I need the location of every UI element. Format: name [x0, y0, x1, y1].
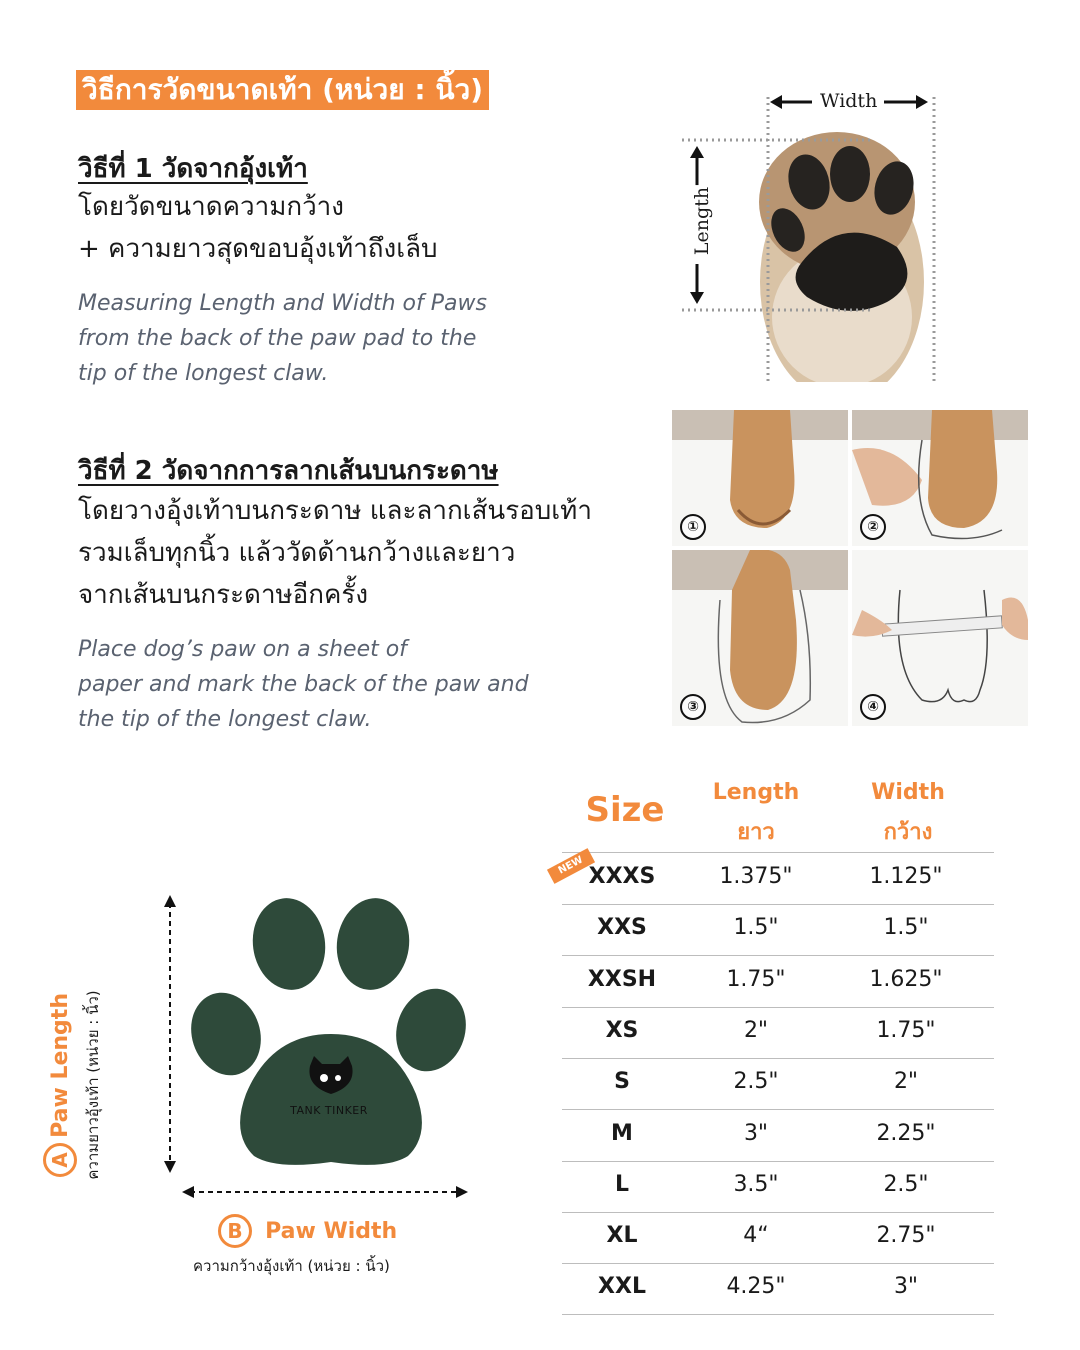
step-photo-3 [672, 550, 848, 726]
method1-english-line-1: Measuring Length and Width of Paws [78, 291, 487, 316]
width-letter-badge: B [218, 1214, 252, 1248]
length-cell: 3.5" [733, 1171, 779, 1197]
table-row [562, 1161, 994, 1213]
method1-english-text [78, 286, 487, 391]
step-photo-1 [672, 410, 848, 546]
width-cell: 1.75" [876, 1017, 936, 1043]
new-badge: NEW [547, 848, 595, 884]
method2-english-text [78, 632, 529, 737]
table-row [562, 1007, 994, 1059]
length-dimension-arrow [160, 893, 180, 1175]
size-cell: XL [606, 1223, 638, 1249]
length-cell: 3" [743, 1120, 769, 1146]
length-cell: 4“ [743, 1223, 769, 1249]
paw-diagram [186, 894, 476, 1174]
paw-length-label: Paw Length [48, 993, 73, 1138]
method2-heading: วิธีที่ 2 วัดจากการลากเส้นบนกระดาษ [78, 456, 499, 486]
method2-thai-line-3: จากเส้นบนกระดาษอีกครั้ง [78, 580, 369, 610]
table-row [562, 904, 994, 956]
length-cell: 1.375" [719, 864, 793, 889]
width-cell: 2.75" [876, 1223, 936, 1249]
length-label: Length [691, 186, 714, 256]
method2-thai-line-1: โดยวางอุ้งเท้าบนกระดาษ และลากเส้นรอบเท้า [78, 496, 592, 526]
paw-width-label: Paw Width [265, 1219, 398, 1244]
width-column-header-thai: กว้าง [883, 820, 933, 845]
table-row [562, 853, 994, 905]
step-number-3: ③ [680, 694, 706, 720]
paw-print-icon [186, 894, 476, 1174]
size-cell: M [611, 1120, 633, 1146]
width-label: Width [820, 90, 878, 112]
method1-english-line-3: tip of the longest claw. [78, 361, 329, 386]
step-photo-4 [852, 550, 1028, 726]
method2-thai-text [78, 490, 592, 616]
size-cell: XS [605, 1017, 639, 1043]
method2-english-line-2: paper and mark the back of the paw and [78, 672, 529, 697]
paw-width-thai-label: ความกว้างอุ้งเท้า (หน่วย : นิ้ว) [193, 1257, 390, 1275]
method1-thai-line-2: + ความยาวสุดขอบอุ้งเท้าถึงเล็บ [78, 234, 438, 264]
method2-english-line-3: the tip of the longest claw. [78, 707, 372, 732]
method1-thai-text [78, 186, 438, 270]
size-cell: XXS [597, 915, 647, 941]
paw-length-thai-label: ความยาวอุ้งเท้า (หน่วย : นิ้ว) [84, 990, 102, 1180]
size-cell: XXL [598, 1274, 646, 1300]
width-cell: 2" [893, 1069, 919, 1095]
width-column-header: Width [871, 780, 945, 805]
width-cell: 2.5" [883, 1171, 929, 1197]
length-cell: 2.5" [733, 1069, 779, 1095]
width-cell: 2.25" [876, 1120, 936, 1146]
size-cell: L [614, 1171, 630, 1197]
table-row [562, 1058, 994, 1110]
step-number-1: ① [680, 514, 706, 540]
size-cell: XXXS [588, 864, 656, 889]
method2-english-line-1: Place dog’s paw on a sheet of [78, 637, 407, 662]
step-photo-2 [852, 410, 1028, 546]
method1-thai-line-1: โดยวัดขนาดความกว้าง [78, 192, 344, 222]
paw-measure-illustration [672, 82, 952, 382]
length-cell: 4.25" [726, 1274, 786, 1300]
width-cell: 1.125" [869, 864, 943, 889]
size-cell: S [614, 1069, 630, 1095]
method2-thai-line-2: รวมเล็บทุกนิ้ว แล้ววัดด้านกว้างและยาว [78, 538, 516, 568]
table-row [562, 1212, 994, 1264]
step-number-2: ② [860, 514, 886, 540]
width-dimension-arrow [180, 1182, 470, 1202]
size-cell: XXSH [587, 966, 657, 992]
paw-width-label-group [218, 1214, 397, 1248]
table-row [562, 1263, 994, 1315]
table-row [562, 956, 994, 1008]
page-title: วิธีการวัดขนาดเท้า (หน่วย : นิ้ว) [76, 70, 489, 110]
paw-length-label-group [43, 925, 133, 1245]
length-letter-badge: A [43, 1143, 77, 1177]
length-column-header-thai: ยาว [737, 820, 775, 845]
width-cell: 1.5" [883, 915, 929, 941]
method1-heading: วิธีที่ 1 วัดจากอุ้งเท้า [78, 154, 308, 184]
length-cell: 1.5" [733, 915, 779, 941]
length-cell: 1.75" [726, 966, 786, 992]
table-row [562, 1110, 994, 1162]
size-column-header: Size [585, 790, 665, 830]
brand-label: TANK TINKER [290, 1104, 368, 1117]
step-number-4: ④ [860, 694, 886, 720]
length-cell: 2" [743, 1017, 769, 1043]
length-column-header: Length [712, 780, 800, 805]
width-cell: 1.625" [869, 966, 943, 992]
method1-english-line-2: from the back of the paw pad to the [78, 326, 477, 351]
width-cell: 3" [893, 1274, 919, 1300]
paw-measure-photo [672, 82, 952, 382]
